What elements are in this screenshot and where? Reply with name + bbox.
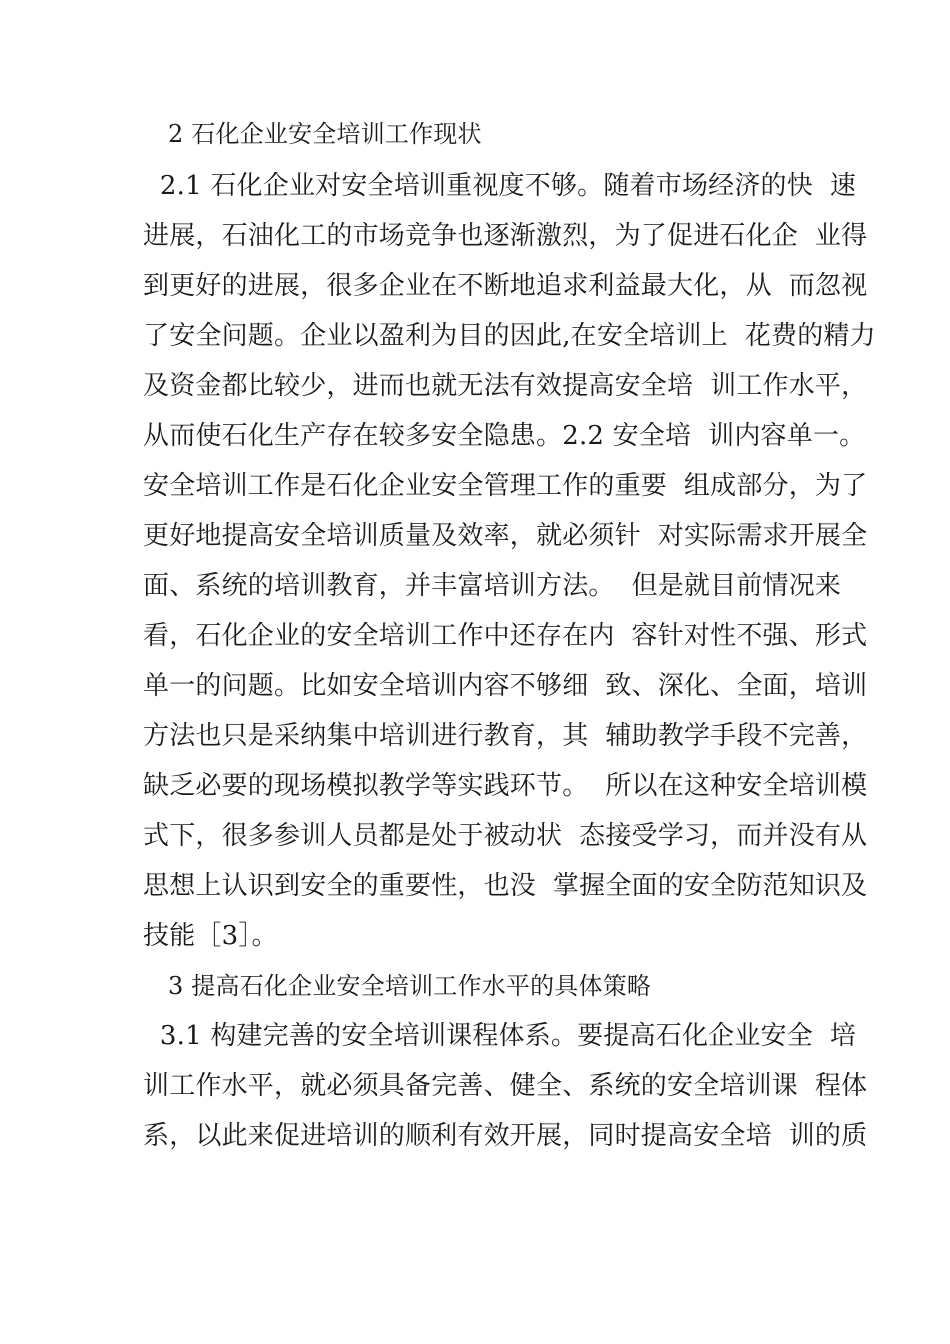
paragraph-line: 思想上认识到安全的重要性，也没 掌握全面的安全防范知识及 bbox=[143, 871, 868, 901]
paragraph-line: 系，以此来促进培训的顺利有效开展，同时提高安全培 训的质 bbox=[143, 1121, 868, 1151]
paragraph-line: 面、系统的培训教育，并丰富培训方法。 但是就目前情况来 bbox=[143, 571, 842, 601]
paragraph-line: 单一的问题。比如安全培训内容不够细 致、深化、全面，培训 bbox=[143, 671, 868, 701]
paragraph-line: 进展，石油化工的市场竞争也逐渐激烈，为了促进石化企 业得 bbox=[143, 221, 868, 251]
paragraph-line: 看，石化企业的安全培训工作中还存在内 容针对性不强、形式 bbox=[143, 621, 868, 651]
paragraph-line: 3.1 构建完善的安全培训课程体系。要提高石化企业安全 培 bbox=[143, 1021, 857, 1051]
paragraph-line: 技能［3］。 bbox=[143, 921, 278, 951]
paragraph-line: 及资金都比较少，进而也就无法有效提高安全培 训工作水平， bbox=[143, 371, 868, 401]
paragraph-line: 式下，很多参训人员都是处于被动状 态接受学习，而并没有从 bbox=[143, 821, 868, 851]
paragraph-line: 训工作水平，就必须具备完善、健全、系统的安全培训课 程体 bbox=[143, 1071, 868, 1101]
paragraph-line: 缺乏必要的现场模拟教学等实践环节。 所以在这种安全培训模 bbox=[143, 771, 868, 801]
paragraph-line: 了安全问题。企业以盈利为目的因此,在安全培训上 花费的精力 bbox=[143, 321, 876, 351]
section-2-heading: 2 石化企业安全培训工作现状 bbox=[168, 120, 482, 148]
paragraph-line: 安全培训工作是石化企业安全管理工作的重要 组成部分，为了 bbox=[143, 471, 868, 501]
paragraph-line: 方法也只是采纳集中培训进行教育，其 辅助教学手段不完善， bbox=[143, 721, 868, 751]
paragraph-line: 更好地提高安全培训质量及效率，就必须针 对实际需求开展全 bbox=[143, 521, 868, 551]
paragraph-line: 从而使石化生产存在较多安全隐患。2.2 安全培 训内容单一。 bbox=[143, 421, 866, 451]
paragraph-line: 2.1 石化企业对安全培训重视度不够。随着市场经济的快 速 bbox=[143, 171, 857, 201]
section-3-heading: 3 提高石化企业安全培训工作水平的具体策略 bbox=[168, 972, 652, 1000]
paragraph-line: 到更好的进展，很多企业在不断地追求利益最大化，从 而忽视 bbox=[143, 271, 868, 301]
